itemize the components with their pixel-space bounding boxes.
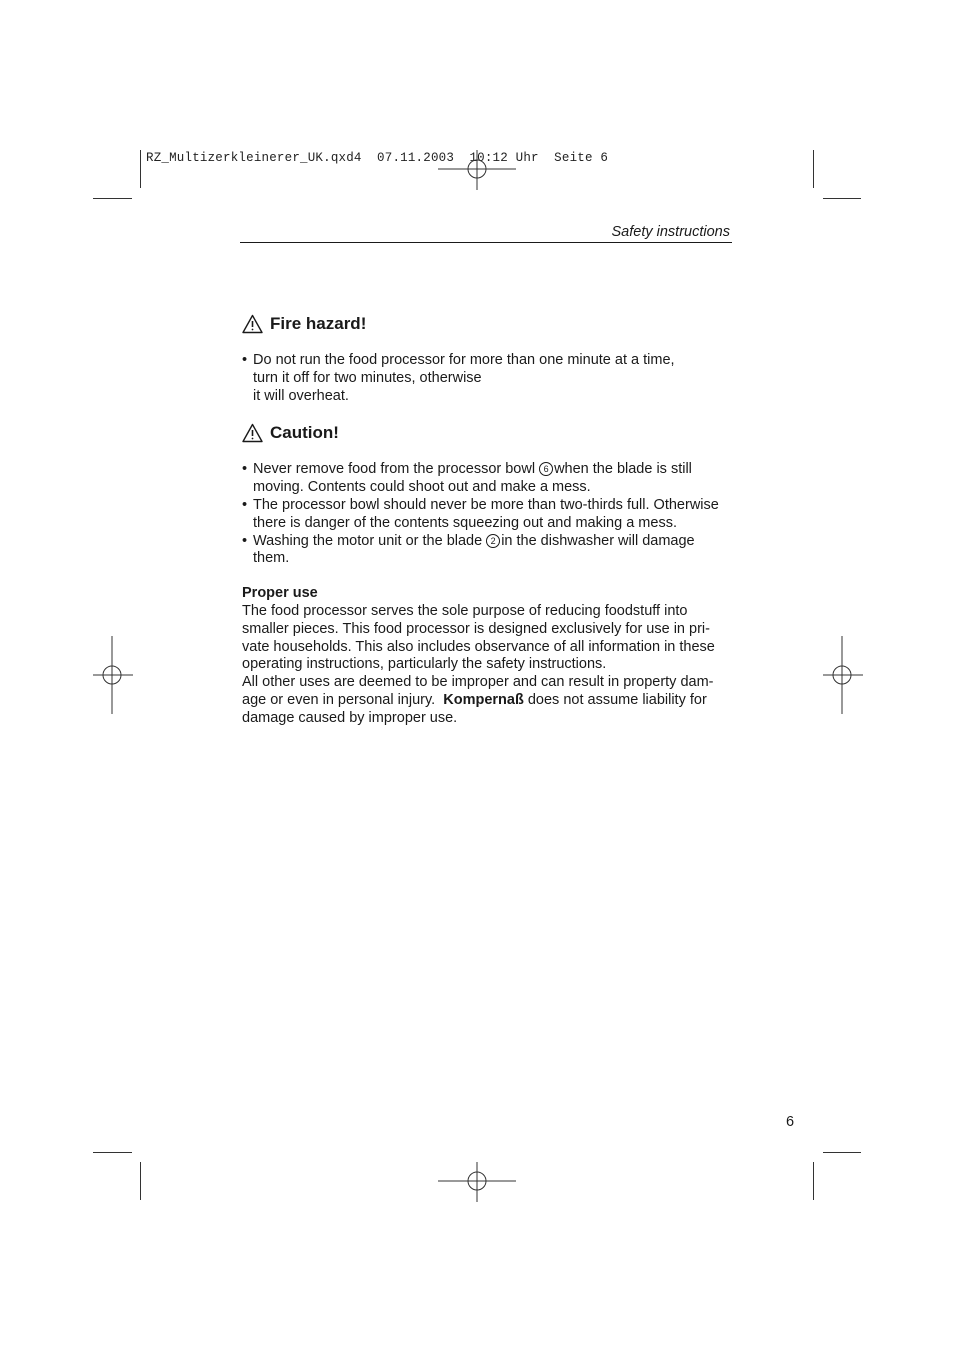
- heading-text: Fire hazard!: [270, 314, 367, 334]
- registration-mark-top: [438, 150, 516, 190]
- list-item: [242, 533, 734, 569]
- text-line: [242, 692, 734, 710]
- text-line: All other uses are deemed to be improper and can result in property dam-: [242, 674, 714, 691]
- warning-triangle-icon: [242, 314, 263, 334]
- proper-use-section: [242, 585, 734, 727]
- text-segment: in the dishwasher will damage: [501, 532, 695, 549]
- running-header-title: Safety instructions: [611, 224, 730, 240]
- text-line: vate households. This also includes observance of all information in these: [242, 638, 715, 655]
- part-reference-badge: 6: [539, 462, 553, 476]
- list-item: [242, 352, 734, 405]
- text-line: smaller pieces. This food processor is designed exclusively for use in pri-: [242, 620, 710, 637]
- caution-heading: [242, 421, 734, 445]
- text-line: it will overheat.: [253, 387, 349, 404]
- fire-hazard-list: [242, 352, 734, 405]
- text-line: there is danger of the contents squeezing out and making a mess.: [253, 514, 677, 531]
- heading-text: Caution!: [270, 423, 339, 443]
- text-segment: age or even in personal injury.: [242, 691, 444, 708]
- text-line: turn it off for two minutes, otherwise: [253, 369, 482, 386]
- registration-mark-bottom: [438, 1162, 516, 1202]
- warning-triangle-icon: [242, 423, 263, 443]
- text-segment: Never remove food from the processor bowl: [253, 461, 536, 478]
- registration-mark-right: [823, 636, 863, 714]
- text-line: them.: [253, 550, 290, 567]
- proper-use-heading: Proper use: [242, 585, 318, 602]
- text-line: The food processor serves the sole purpose of reducing foodstuff into: [242, 602, 688, 619]
- page-number: 6: [786, 1114, 795, 1130]
- text-line: • The processor bowl should never be more than two-thirds full. Otherwise: [253, 496, 719, 513]
- print-slug: RZ_Multizerkleinerer_UK.qxd4 07.11.2003 10:12 Uhr Seite 6: [146, 151, 609, 165]
- text-line: moving. Contents could shoot out and make a mess.: [253, 479, 591, 496]
- registration-mark-left: [93, 636, 133, 714]
- text-segment: Washing the motor unit or the blade: [253, 532, 483, 549]
- text-line: damage caused by improper use.: [242, 709, 458, 726]
- text-line: operating instructions, particularly the safety instructions.: [242, 656, 607, 673]
- text-line: [253, 461, 734, 479]
- text-segment: does not assume liability for: [523, 691, 707, 708]
- text-line: • Do not run the food processor for more than one minute at a time,: [253, 352, 675, 368]
- list-item: [242, 461, 734, 497]
- caution-list: [242, 461, 734, 568]
- main-content: [242, 312, 734, 728]
- text-segment: when the blade is still: [554, 461, 692, 478]
- brand-name: Kompernaß: [443, 691, 524, 708]
- header-rule: [240, 242, 732, 243]
- text-line: [253, 533, 734, 551]
- fire-hazard-heading: [242, 312, 734, 336]
- part-reference-badge: 2: [486, 534, 500, 548]
- list-item: [242, 497, 734, 533]
